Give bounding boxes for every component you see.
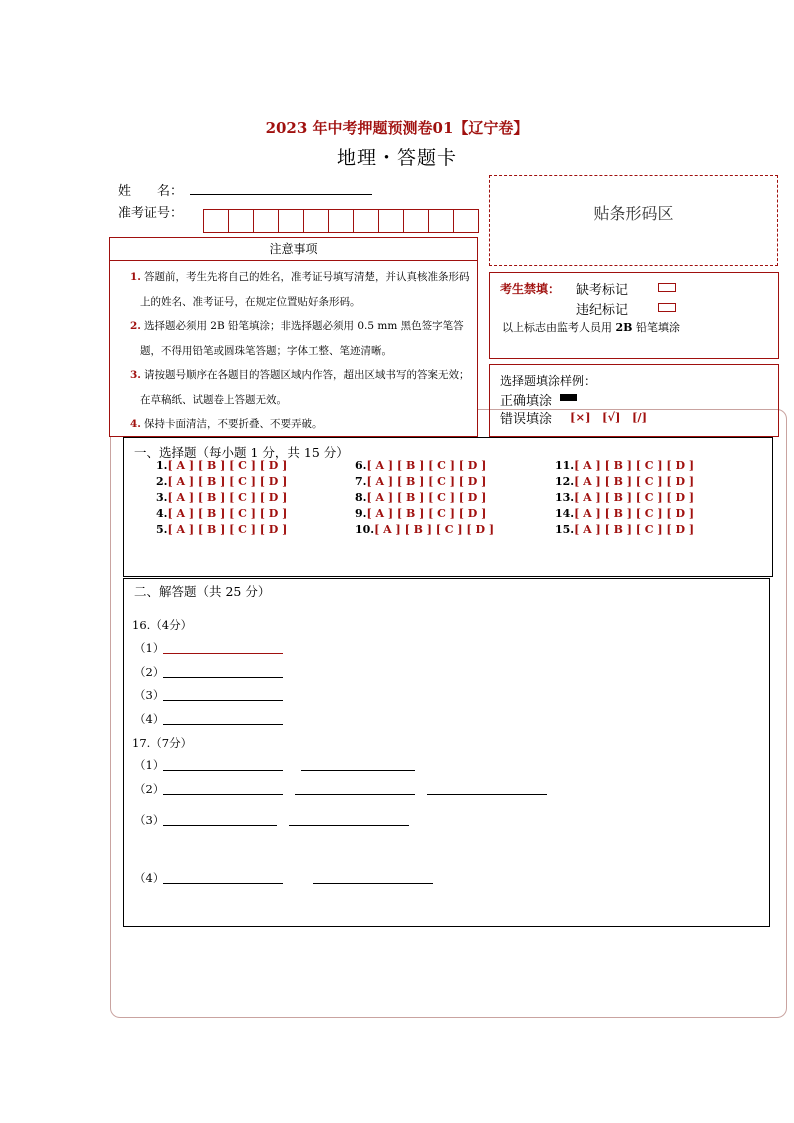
choice-question[interactable]: 10.[ A ] [ B ] [ C ] [ D ] <box>355 523 495 536</box>
answer-section <box>123 578 770 927</box>
wrong-fill-label: 错误填涂 <box>500 412 553 427</box>
choice-question[interactable]: 7.[ A ] [ B ] [ C ] [ D ] <box>355 475 487 488</box>
choice-question[interactable]: 9.[ A ] [ B ] [ C ] [ D ] <box>355 507 487 520</box>
id-digit-box[interactable] <box>353 209 379 233</box>
answer-line[interactable] <box>295 794 415 795</box>
notice-item: 4. 保持卡面清洁，不要折叠、不要弄破。 <box>130 418 323 430</box>
id-digit-box[interactable] <box>378 209 404 233</box>
choice-question[interactable]: 6.[ A ] [ B ] [ C ] [ D ] <box>355 459 487 472</box>
answer-line[interactable] <box>301 770 415 771</box>
exam-title: 2023 年中考押题预测卷01【辽宁卷】 <box>265 119 529 137</box>
id-digit-box[interactable] <box>228 209 254 233</box>
answer-line[interactable] <box>163 653 283 654</box>
part-label: （3） <box>134 688 165 702</box>
part-label: （2） <box>134 665 165 679</box>
answer-line[interactable] <box>163 724 283 725</box>
violation-mark-box[interactable] <box>658 303 676 312</box>
correct-fill-label: 正确填涂 <box>500 394 553 409</box>
answer-line[interactable] <box>163 700 283 701</box>
id-digit-box[interactable] <box>203 209 229 233</box>
choice-question[interactable]: 15.[ A ] [ B ] [ C ] [ D ] <box>555 523 695 536</box>
example-heading: 选择题填涂样例： <box>500 374 597 388</box>
answer-line[interactable] <box>163 677 283 678</box>
answer-line[interactable] <box>163 794 283 795</box>
choice-question[interactable]: 4.[ A ] [ B ] [ C ] [ D ] <box>156 507 288 520</box>
choice-question[interactable]: 5.[ A ] [ B ] [ C ] [ D ] <box>156 523 288 536</box>
choice-section <box>123 437 773 577</box>
barcode-label: 贴条形码区 <box>593 204 674 223</box>
choice-question[interactable]: 3.[ A ] [ B ] [ C ] [ D ] <box>156 491 288 504</box>
id-digit-box[interactable] <box>303 209 329 233</box>
choice-section-heading: 一、选择题（每小题 1 分，共 15 分） <box>134 445 349 460</box>
absent-label: 缺考标记 <box>576 283 629 298</box>
notice-heading: 注意事项 <box>110 238 477 261</box>
id-digit-box[interactable] <box>328 209 354 233</box>
forbid-note: 以上标志由监考人员用 2B 铅笔填涂 <box>502 321 680 334</box>
choice-question[interactable]: 13.[ A ] [ B ] [ C ] [ D ] <box>555 491 695 504</box>
id-digit-box[interactable] <box>403 209 429 233</box>
id-number-boxes[interactable] <box>204 209 479 233</box>
name-field[interactable] <box>190 194 372 195</box>
question-16-label: 16.（4分） <box>132 618 193 632</box>
answer-line[interactable] <box>163 825 277 826</box>
choice-question[interactable]: 2.[ A ] [ B ] [ C ] [ D ] <box>156 475 288 488</box>
forbid-box <box>489 272 779 359</box>
id-digit-box[interactable] <box>428 209 454 233</box>
choice-question[interactable]: 11.[ A ] [ B ] [ C ] [ D ] <box>555 459 695 472</box>
part-label: （1） <box>134 641 165 655</box>
fill-example-box <box>489 364 779 437</box>
part-label: （4） <box>134 871 165 885</box>
choice-question[interactable]: 8.[ A ] [ B ] [ C ] [ D ] <box>355 491 487 504</box>
answer-line[interactable] <box>289 825 409 826</box>
choice-question[interactable]: 1.[ A ] [ B ] [ C ] [ D ] <box>156 459 288 472</box>
question-17-label: 17.（7分） <box>132 736 193 750</box>
part-label: （1） <box>134 758 165 772</box>
absent-mark-box[interactable] <box>658 283 676 292</box>
barcode-area <box>489 175 778 266</box>
answer-section-heading: 二、解答题（共 25 分） <box>134 584 271 599</box>
answer-line[interactable] <box>163 883 283 884</box>
violation-label: 违纪标记 <box>576 303 629 318</box>
notice-box <box>109 237 478 437</box>
answer-line[interactable] <box>427 794 547 795</box>
notice-item: 2. 选择题必须用 2B 铅笔填涂；非选择题必须用 0.5 mm 黑色签字笔答题，不得用铅笔或圆珠笔答题；字体工整、笔迹清晰。 <box>130 320 464 357</box>
forbid-label: 考生禁填： <box>500 282 561 296</box>
notice-item: 1. 答题前，考生先将自己的姓名，准考证号填写清楚，并认真核准条形码上的姓名、准考证号，在规定位置贴好条形码。 <box>130 271 470 308</box>
part-label: （2） <box>134 782 165 796</box>
part-label: （4） <box>134 712 165 726</box>
name-label: 姓 名： <box>118 184 184 199</box>
correct-fill-sample <box>560 394 577 401</box>
choice-question[interactable]: 12.[ A ] [ B ] [ C ] [ D ] <box>555 475 695 488</box>
part-label: （3） <box>134 813 165 827</box>
choice-question[interactable]: 14.[ A ] [ B ] [ C ] [ D ] <box>555 507 695 520</box>
wrong-fill-samples: [×] [√] [/] <box>570 410 648 424</box>
answer-line[interactable] <box>163 770 283 771</box>
id-label: 准考证号： <box>118 206 184 221</box>
answer-line[interactable] <box>313 883 433 884</box>
card-subtitle: 地理・答题卡 <box>336 147 457 169</box>
notice-item: 3. 请按题号顺序在各题目的答题区域内作答，超出区域书写的答案无效；在草稿纸、试题卷上答题无效。 <box>130 369 470 406</box>
id-digit-box[interactable] <box>253 209 279 233</box>
id-digit-box[interactable] <box>453 209 479 233</box>
id-digit-box[interactable] <box>278 209 304 233</box>
